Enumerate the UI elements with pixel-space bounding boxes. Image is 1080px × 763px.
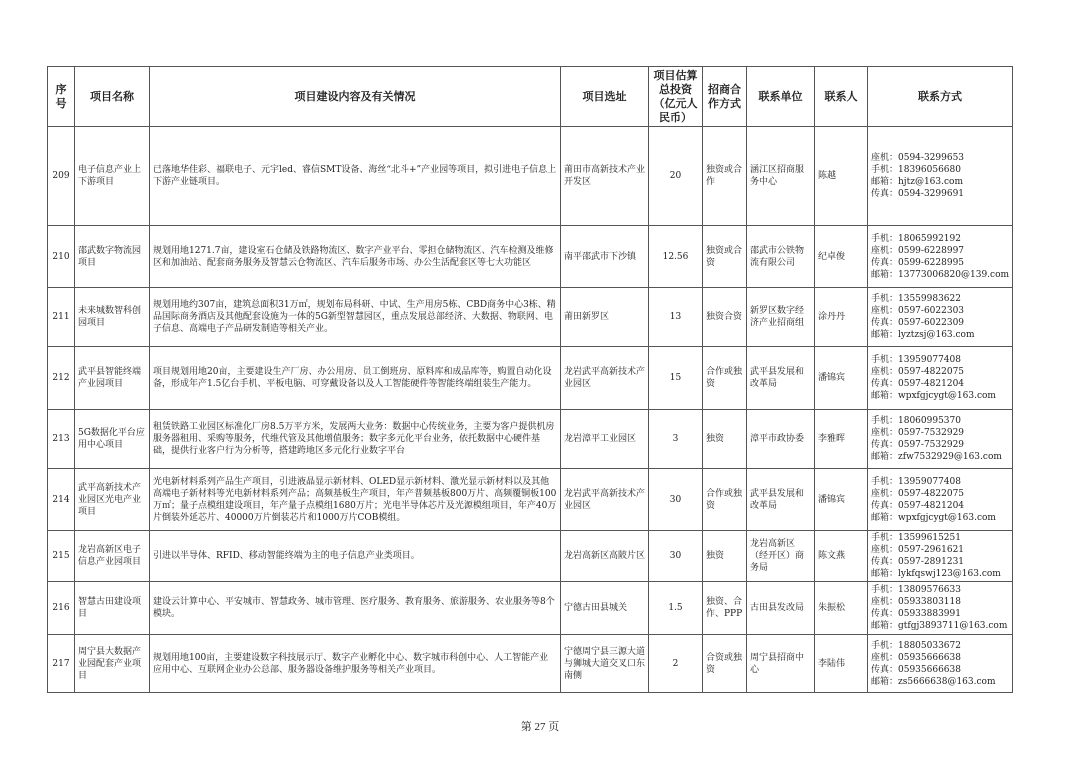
cooperation-mode: 独资或合作	[703, 127, 747, 226]
contact-person: 李陆伟	[815, 635, 868, 693]
project-site: 龙岩武平高新技术产业园区	[561, 347, 649, 410]
project-name: 未来城数智科创园项目	[75, 288, 150, 347]
contact-person: 李雅晖	[815, 410, 868, 469]
contact-line: 邮箱：gtfgj3893711@163.com	[871, 621, 1008, 631]
contact-person: 陈越	[815, 127, 868, 226]
row-no: 213	[48, 410, 75, 469]
contact-line: 邮箱：13773006820@139.com	[871, 269, 1010, 280]
cooperation-mode: 合资或独资	[703, 635, 747, 693]
contact-person: 潘锦宾	[815, 469, 868, 531]
project-site: 龙岩漳平工业园区	[561, 410, 649, 469]
project-name: 智慧古田建设项目	[75, 582, 150, 635]
project-investment: 30	[649, 531, 703, 582]
header-person: 联系人	[815, 67, 868, 127]
contact-unit: 武平县发展和改革局	[747, 469, 815, 531]
contact-info	[868, 226, 1013, 288]
contact-line: 座机：0597-4822075	[871, 488, 965, 499]
contact-line: 传真：0597-2891231	[871, 557, 965, 567]
contact-info	[868, 582, 1013, 635]
project-site: 宁德周宁县三源大道与狮城大道交叉口东南侧	[561, 635, 649, 693]
project-name: 武平高新技术产业园区光电产业项目	[75, 469, 150, 531]
contact-info	[868, 127, 1013, 226]
table-row	[48, 347, 1013, 410]
contact-line: 邮箱：hjtz@163.com	[871, 177, 963, 187]
row-no: 216	[48, 582, 75, 635]
contact-line: 手机：18805033672	[871, 640, 961, 651]
project-site: 宁德古田县城关	[561, 582, 649, 635]
project-name: 周宁县大数据产业园配套产业项目	[75, 635, 150, 693]
contact-unit: 新罗区数字经济产业招商组	[747, 288, 815, 347]
contact-line: 座机：0597-6022303	[871, 306, 965, 316]
contact-line: 座机：0597-7532929	[871, 428, 965, 438]
contact-unit: 龙岩高新区（经开区）商务局	[747, 531, 815, 582]
row-no: 209	[48, 127, 75, 226]
project-site: 南平邵武市下沙镇	[561, 226, 649, 288]
project-name: 武平县智能终端产业园项目	[75, 347, 150, 410]
contact-line: 邮箱：zs5666638@163.com	[871, 676, 996, 687]
contact-unit: 邵武市公铁物流有限公司	[747, 226, 815, 288]
contact-unit: 涵江区招商服务中心	[747, 127, 815, 226]
contact-line: 传真：0597-7532929	[871, 440, 965, 450]
contact-info	[868, 635, 1013, 693]
header-name: 项目名称	[75, 67, 150, 127]
header-invest: 项目估算总投资（亿元人民币）	[649, 67, 703, 127]
contact-line: 邮箱：wpxfgjcygt@163.com	[871, 391, 996, 401]
header-unit: 联系单位	[747, 67, 815, 127]
table-row	[48, 635, 1013, 693]
header-site: 项目选址	[561, 67, 649, 127]
row-no: 210	[48, 226, 75, 288]
project-content: 规划用地100亩，主要建设数字科技展示厅、数字产业孵化中心、数字城市科创中心、人工智能产业应用中心、互联网企业办公总部、服务器设备维护服务等相关产业项目。	[150, 635, 561, 693]
table-row	[48, 469, 1013, 531]
contact-line: 座机：0594-3299653	[871, 153, 965, 163]
table-row	[48, 582, 1013, 635]
project-content: 引进以半导体、RFID、移动智能终端为主的电子信息产业类项目。	[150, 531, 561, 582]
contact-line: 座机：0597-4822075	[871, 367, 965, 377]
project-name: 邵武数字物流园项目	[75, 226, 150, 288]
cooperation-mode: 合作或独资	[703, 347, 747, 410]
contact-line: 手机：13809576633	[871, 585, 961, 595]
table-row	[48, 127, 1013, 226]
header-no: 序号	[48, 67, 75, 127]
contact-unit: 古田县发改局	[747, 582, 815, 635]
project-investment: 20	[649, 127, 703, 226]
table-row	[48, 226, 1013, 288]
contact-line: 手机：18065992192	[871, 233, 961, 244]
table-row	[48, 531, 1013, 582]
cooperation-mode: 独资、合作、PPP	[703, 582, 747, 635]
contact-unit: 武平县发展和改革局	[747, 347, 815, 410]
contact-line: 传真：0594-3299691	[871, 189, 965, 199]
project-content: 建设云计算中心、平安城市、智慧政务、城市管理、医疗服务、教育服务、旅游服务、农业服务等8个模块。	[150, 582, 561, 635]
cooperation-mode: 独资合资	[703, 288, 747, 347]
project-site: 莆田新罗区	[561, 288, 649, 347]
cooperation-mode: 独资或合资	[703, 226, 747, 288]
contact-person: 朱振松	[815, 582, 868, 635]
header-content: 项目建设内容及有关情况	[150, 67, 561, 127]
project-content: 规划用地约307亩，建筑总面积31万㎡，规划布局科研、中试、生产用房5栋、CBD商务中心3栋、精品国际商务酒店及其他配套设施为一体的5G新型智慧园区，重点发展总部经济、大数据、物联网、电子信息、高端电子产品研发制造等相关产业。	[150, 288, 561, 347]
project-investment: 12.56	[649, 226, 703, 288]
contact-line: 邮箱：lyztzsj@163.com	[871, 330, 975, 340]
contact-info	[868, 531, 1013, 582]
project-investment: 30	[649, 469, 703, 531]
project-table	[47, 66, 1013, 693]
contact-unit: 漳平市政协委	[747, 410, 815, 469]
row-no: 215	[48, 531, 75, 582]
contact-info	[868, 469, 1013, 531]
project-investment: 2	[649, 635, 703, 693]
table-row	[48, 410, 1013, 469]
contact-line: 传真：05935666638	[871, 664, 961, 675]
contact-unit: 周宁县招商中心	[747, 635, 815, 693]
contact-info	[868, 288, 1013, 347]
contact-line: 传真：0597-4821204	[871, 379, 965, 389]
contact-person: 纪卓俊	[815, 226, 868, 288]
project-site: 莆田市高新技术产业开发区	[561, 127, 649, 226]
project-content: 已落地华佳彩、福联电子、元宇led、睿信SMT设备、海丝“北斗+”产业园等项目，拟引进电子信息上下游产业链项目。	[150, 127, 561, 226]
page-number: 第 27 页	[520, 721, 560, 733]
contact-line: 邮箱：lykfqswj123@163.com	[871, 569, 1001, 579]
cooperation-mode: 独资	[703, 410, 747, 469]
header-row	[48, 67, 1013, 127]
contact-line: 邮箱：zfw7532929@163.com	[871, 452, 1002, 462]
row-no: 217	[48, 635, 75, 693]
contact-person: 陈文燕	[815, 531, 868, 582]
project-site: 龙岩高新区高陂片区	[561, 531, 649, 582]
contact-line: 座机：05935666638	[871, 652, 961, 663]
header-mode: 招商合作方式	[703, 67, 747, 127]
project-content: 光电新材料系列产品生产项目，引进液晶显示新材料、OLED显示新材料、激光显示新材料以及其他高端电子新材料等光电新材料系列产品；高频基板生产项目，年产普频基板800万片、高频覆铜板100万㎡；量子点模组建设项目，年产量子点模组1680万片；光电半导体芯片及光源模组项目，年产40万片倒装外延芯片、40000万片倒装芯片和1000万片COB模组。	[150, 469, 561, 531]
contact-line: 座机：05933803118	[871, 597, 961, 607]
contact-line: 手机：13599615251	[871, 533, 961, 543]
contact-line: 座机：0597-2961621	[871, 545, 965, 555]
project-investment: 15	[649, 347, 703, 410]
row-no: 212	[48, 347, 75, 410]
contact-line: 座机：0599-6228997	[871, 245, 965, 256]
cooperation-mode: 独资	[703, 531, 747, 582]
project-investment: 3	[649, 410, 703, 469]
contact-line: 手机：18396056680	[871, 165, 961, 175]
project-site: 龙岩武平高新技术产业园区	[561, 469, 649, 531]
project-name: 电子信息产业上下游项目	[75, 127, 150, 226]
header-contact: 联系方式	[868, 67, 1013, 127]
contact-person: 涂丹丹	[815, 288, 868, 347]
contact-line: 传真：05933883991	[871, 609, 961, 619]
contact-line: 传真：0597-6022309	[871, 318, 965, 328]
contact-line: 传真：0597-4821204	[871, 500, 965, 511]
row-no: 214	[48, 469, 75, 531]
table-row	[48, 288, 1013, 347]
contact-line: 手机：13959077408	[871, 476, 961, 487]
project-investment: 13	[649, 288, 703, 347]
project-name: 5G数据化平台应用中心项目	[75, 410, 150, 469]
project-name: 龙岩高新区电子信息产业园项目	[75, 531, 150, 582]
contact-line: 邮箱：wpxfgjcygt@163.com	[871, 512, 996, 523]
project-content: 规划用地1271.7亩，建设室石仓储及铁路物流区、数字产业平台、零担仓储物流区、汽车检测及维修区和加油站、配套商务服务及智慧云仓物流区、汽车后服务市场、办公生活配套区等七大功能区	[150, 226, 561, 288]
contact-line: 手机：13959077408	[871, 355, 961, 365]
contact-person: 潘锦宾	[815, 347, 868, 410]
contact-info	[868, 347, 1013, 410]
project-content: 租赁铁路工业园区标准化厂房8.5万平方米，发展两大业务：数据中心传统业务，主要为客户提供机房服务器租用、采购等服务，代维代管及其他增值服务；数字多元化平台业务，依托数据中心硬件基础，提供行业客户行为分析等，搭建跨地区多元化行业数字平台	[150, 410, 561, 469]
project-investment: 1.5	[649, 582, 703, 635]
cooperation-mode: 合作或独资	[703, 469, 747, 531]
contact-line: 手机：18060995370	[871, 416, 961, 426]
contact-line: 传真：0599-6228995	[871, 257, 965, 268]
contact-line: 手机：13559983622	[871, 294, 961, 304]
contact-info	[868, 410, 1013, 469]
project-content: 项目规划用地20亩，主要建设生产厂房、办公用房、员工倒班房、原料库和成品库等，购置自动化设备，形成年产1.5亿台手机、平板电脑、可穿戴设备以及人工智能硬件等智能终端组装生产能力。	[150, 347, 561, 410]
row-no: 211	[48, 288, 75, 347]
